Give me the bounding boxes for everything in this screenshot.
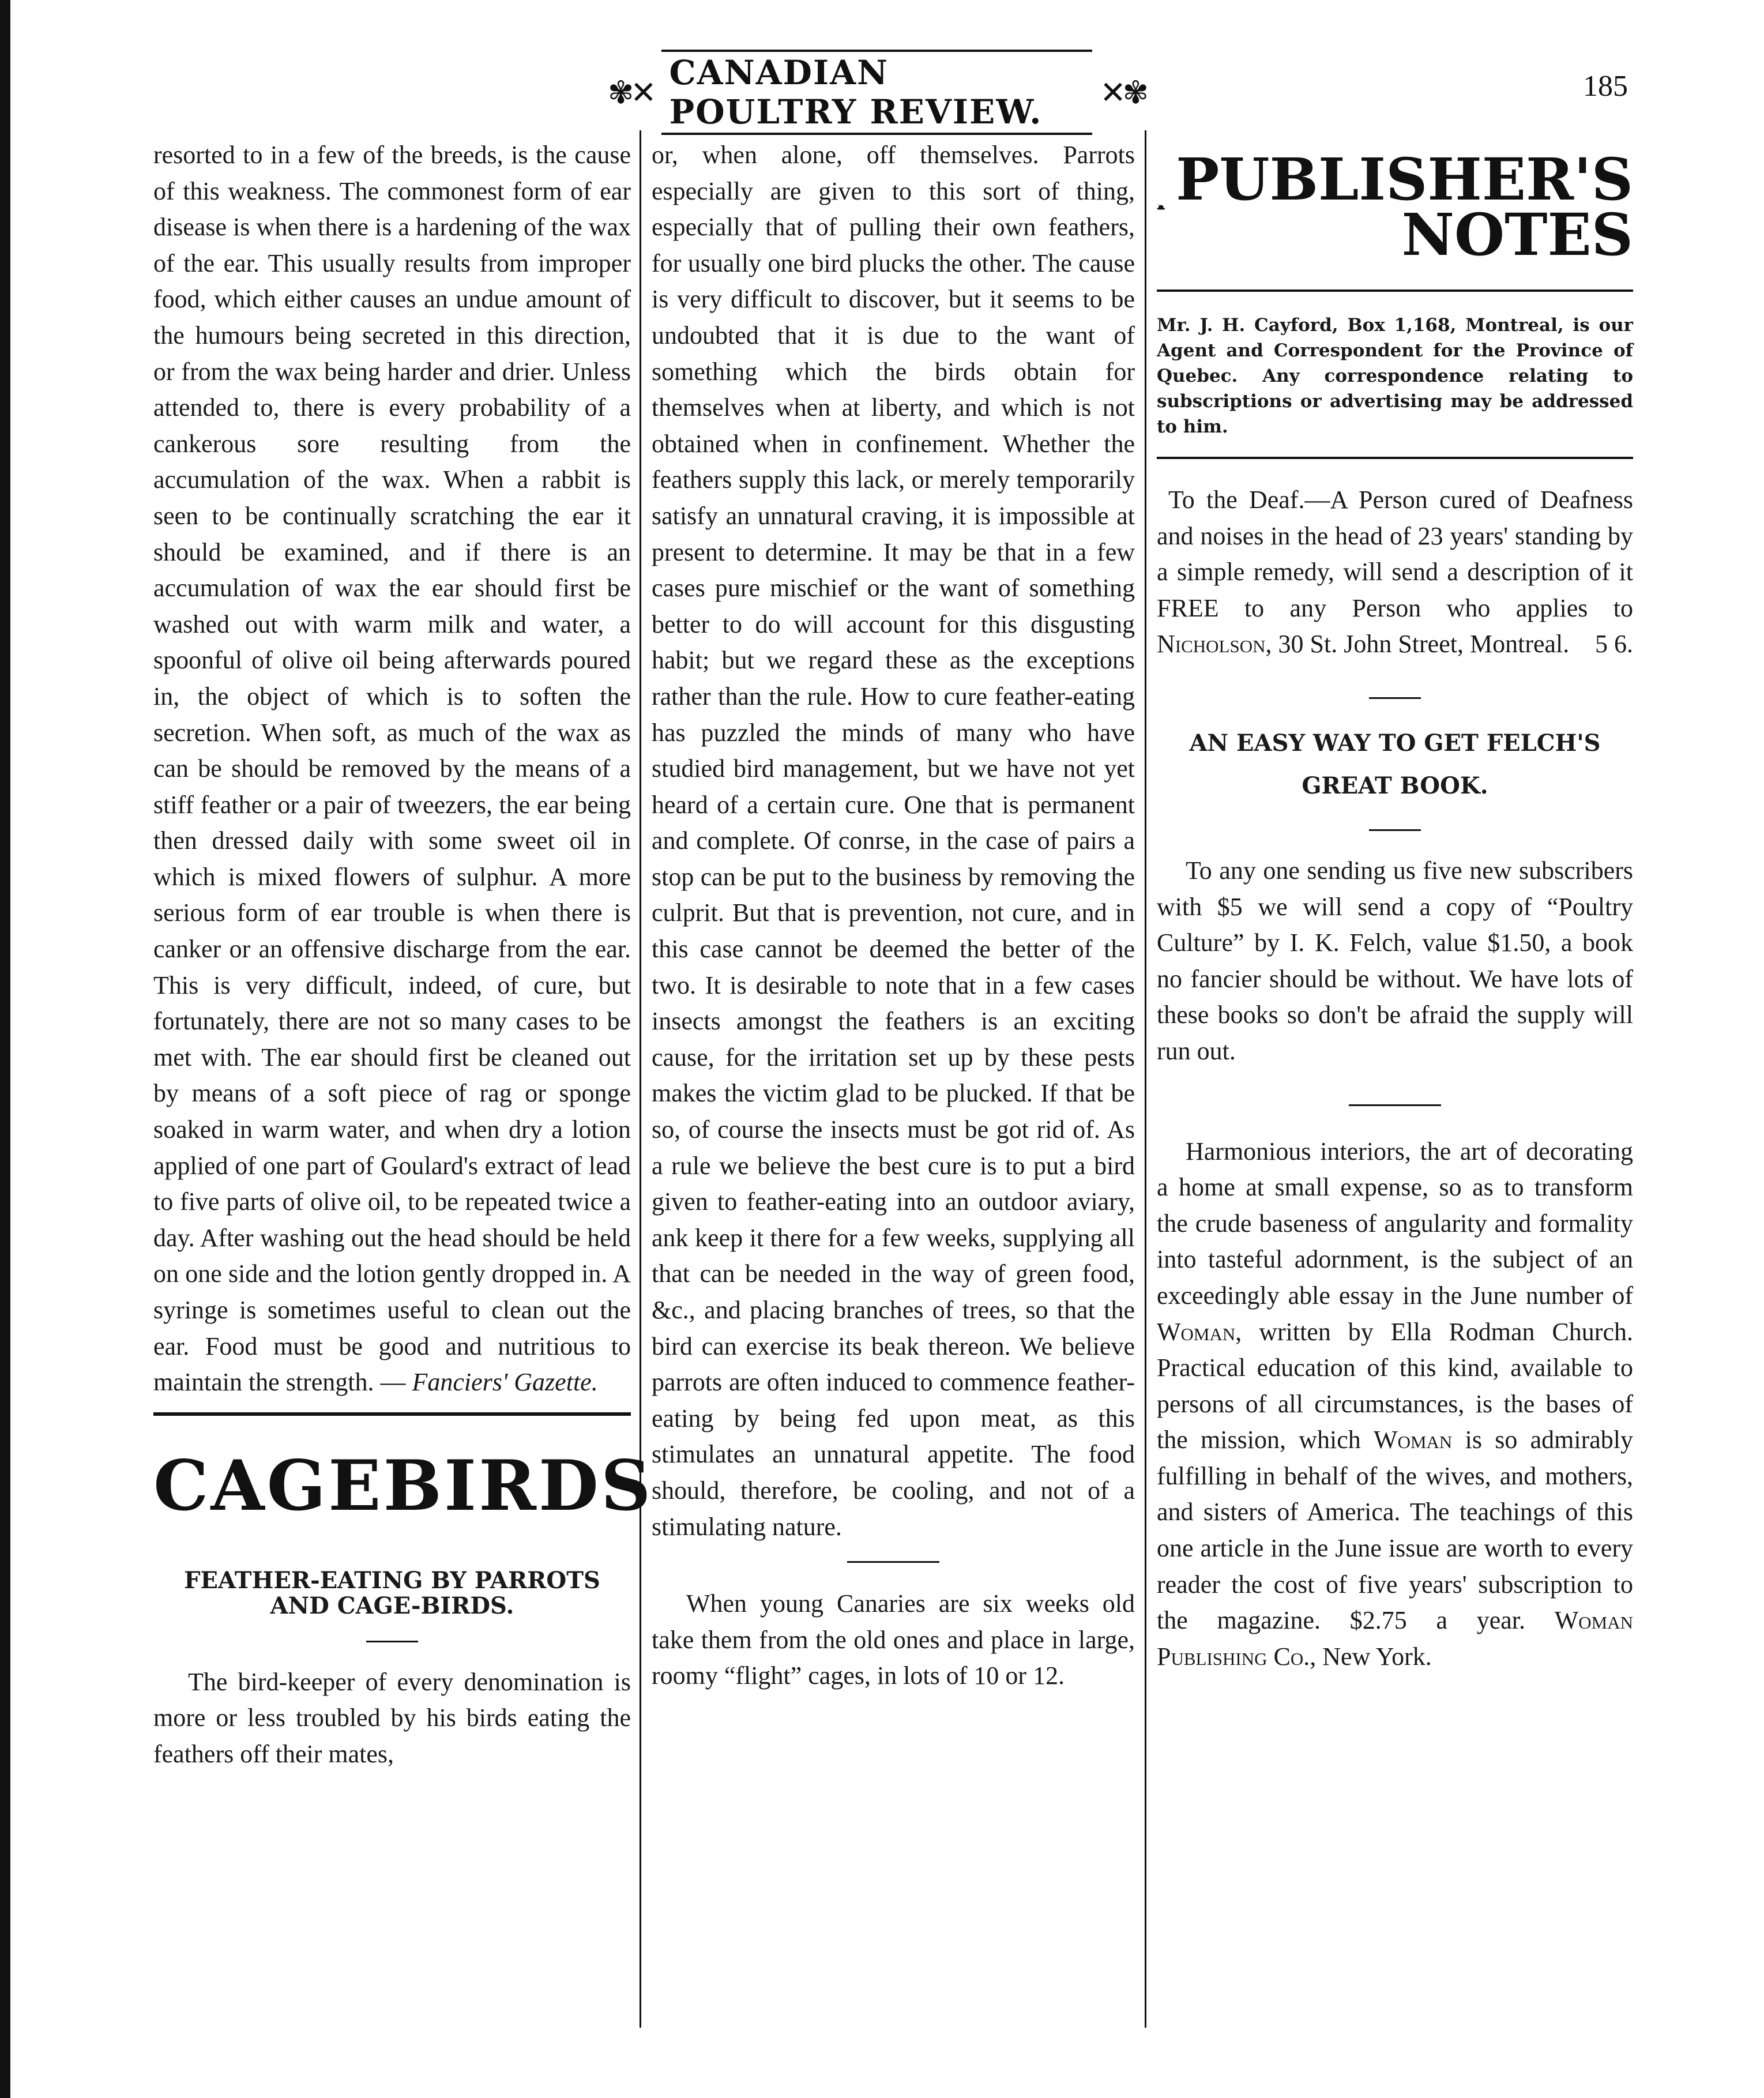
page-number: 185 <box>1583 70 1628 103</box>
parrots-paragraph: or, when alone, off themselves. Parrots especially are given to this sort of thing, especially that of pulling their own feathers, for usually one bird plucks the other. The cause is very difficult to discover, but it seems to be undoubted that it is due to the want of something which the birds obtain for themselves when at liberty, and which is not obtained when in confinement. Whether the feathers supply this lack, or merely temporarily satisfy an unnatural craving, it is impossible at present to determine. It may be that in a few cases pure mischief or the want of something better to do will account for this disgusting habit; but we regard these as the exceptions rather than the rule. How to cure feather-eating has puzzled the minds of many who have studied bird management, but we have not yet heard of a certain cure. One that is permanent and complete. Of conrse, in the case of pairs a stop can be put to the business by removing the culprit. But that is prevention, not cure, and in this case cannot be deemed the better of the two. It is desirable to note that in a few cases insects amongst the feathers is an exciting cause, for the irritation set up by these pests makes the victim glad to be plucked. If that be so, of course the insects must be got rid of. As a rule we believe the best cure is to put a bird given to feather-eating into an outdoor aviary, ank keep it there for a few weeks, supplying all that can be needed in the way of green food, &c., and placing branches of trees, so that the bird can exercise its beak thereon. We believe parrots are often induced to commence feather-eating by being fed upon meat, as this stimulates an unnatural appetite. The food should, therefore, be cooling, and not of a stimulating nature. <box>652 141 1135 1541</box>
page-spine-edge <box>0 0 10 2098</box>
banner-title <box>1176 145 1633 269</box>
advertiser-address: 30 St. John Street, Montreal. <box>1278 630 1570 659</box>
ornament-right-icon: ✕✾ <box>1100 75 1145 110</box>
free-emphasis: FREE <box>1157 593 1219 622</box>
canaries-paragraph: When young Canaries are six weeks old take them from the old ones and place in large, roomy “flight” cages, in lots of 10 or 12. <box>652 1589 1135 1690</box>
short-rule <box>1349 1104 1441 1106</box>
banner-word-birds: BIRDS <box>383 1445 653 1527</box>
advertiser-name: Nicholson, <box>1157 630 1272 659</box>
ear-disease-paragraph <box>153 137 631 1401</box>
felch-heading: AN EASY WAY TO GET FELCH'S GREAT BOOK. <box>1189 729 1601 799</box>
masthead-title: CANADIAN POULTRY REVIEW. <box>661 50 1092 135</box>
deafness-notice <box>1157 482 1633 663</box>
banner-word-publishers: PUBLISHER'S <box>1176 145 1633 213</box>
ear-disease-text: resorted to in a few of the breeds, is the cause of this weakness. The commonest form of ear disease is when there is a hardening of the wax of the ear. This usually results from improper food, which either causes an undue amount of the humours being secreted in this direction, or from the wax being harder and drier. Unless attended to, there is every probability of a cankerous sore resulting from the accumulation of the wax. When a rabbit is seen to be continually scratching the ear it should be examined, and if there is an accumulation of wax the ear should first be washed out with warm milk and water, a spoonful of olive oil being afterwards poured in, the object of which is to soften the secretion. When soft, as much of the wax as can be should be removed by the means of a stiff feather or a pair of tweezers, the ear being then dressed daily with some sweet oil in which is mixed flowers of sulphur. A more serious form of ear trouble is when there is canker or an offensive discharge from the ear. This is very difficult, indeed, of cure, but fortunately, there are not so many cases to be met with. The ear should first be cleaned out by means of a soft piece of rag or sponge soaked in warm water, and when dry a lotion applied of one part of Goulard's extract of lead to five parts of olive oil, to be repeated twice a day. After washing out the head should be held on one side and the lotion gently dropped in. A syringe is sometimes useful to clean out the ear. Food must be good and nutritious to maintain the strength. — <box>153 141 631 1397</box>
ornament-left-icon: ✾✕ <box>608 75 653 110</box>
woman-magazine-paragraph <box>1157 1134 1633 1675</box>
column-two <box>652 137 1135 1694</box>
publisher-city: New York. <box>1322 1642 1432 1671</box>
publisher-name: Woman Publishing Co., <box>1157 1606 1633 1671</box>
deafness-text: To the Deaf.—A Person cured of Deafness and noises in the head of 23 years' standing by a simple remedy, will send a description of it <box>1157 486 1633 586</box>
magazine-name: Woman <box>1374 1426 1453 1454</box>
short-rule <box>1369 697 1421 699</box>
banner-word-cage: CAGE <box>153 1445 383 1527</box>
column-rule-right <box>1145 130 1146 2028</box>
column-one <box>153 137 653 1773</box>
feather-eating-heading: FEATHER-EATING BY PARROTS AND CAGE-BIRDS. <box>184 1566 600 1619</box>
short-rule <box>1369 829 1421 831</box>
publishers-notes-banner <box>1157 141 1633 273</box>
agent-notice: Mr. J. H. Cayford, Box 1,168, Montreal, is our Agent and Correspondent for the Province of Quebec. Any correspondence relating to subscriptions or advertising may be addressed to him. <box>1157 289 1633 459</box>
source-citation: Fanciers' Gazette. <box>412 1368 598 1397</box>
woman-text-3: is so admirably fulfilling in behalf of the wives, and mothers, and sisters of America. The teachings of this one article in the June issue are worth to every reader the cost of five years' subscription to the magazine. $2.75 a year. <box>1157 1426 1634 1635</box>
banner-word-notes: NOTES <box>1401 201 1633 269</box>
felch-paragraph: To any one sending us five new subscribers with $5 we will send a copy of “Poultry Culture” by I. K. Felch, value $1.50, a book no fancier should be without. We have lots of these books so don't be afraid the supply will run out. <box>1157 856 1633 1065</box>
cage-birds-banner <box>153 1412 653 1552</box>
magazine-name: Woman, <box>1157 1317 1242 1346</box>
short-rule <box>847 1561 939 1563</box>
ad-code: 5 6. <box>1595 630 1633 659</box>
woman-text-2: written by Ella Rodman Church. Practical education of this kind, available to persons of all circumstances, is the bases of the mission, which <box>1157 1317 1633 1454</box>
short-rule <box>366 1641 418 1642</box>
hat-and-quill-icon <box>1157 158 1165 256</box>
woman-text-1: Harmonious interiors, the art of decorating a home at small expense, so as to transform the crude baseness of angularity and formality into tasteful adornment, is the subject of an exceedingly able essay in the June number of <box>1157 1137 1633 1310</box>
deafness-text-cont: to any Person who applies to <box>1244 593 1633 622</box>
column-rule-left <box>640 130 641 2028</box>
bird-keeper-paragraph: The bird-keeper of every denomination is more or less troubled by his birds eating the feathers off their mates, <box>153 1667 631 1768</box>
masthead <box>600 53 1153 131</box>
column-three <box>1157 137 1633 1675</box>
